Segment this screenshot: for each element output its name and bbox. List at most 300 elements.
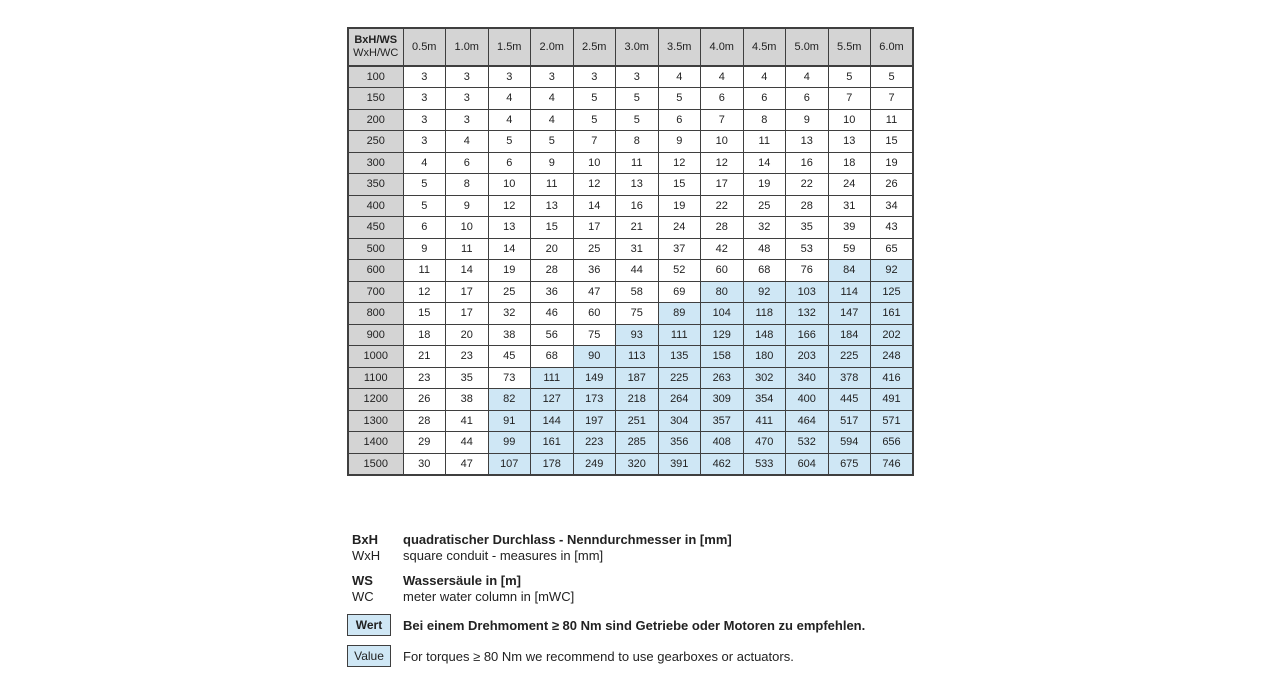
value-cell: 14 <box>573 195 616 217</box>
row-label: 1100 <box>348 367 403 389</box>
value-cell: 111 <box>658 324 701 346</box>
value-cell: 19 <box>658 195 701 217</box>
value-cell: 22 <box>786 174 829 196</box>
legend-description: meter water column in [mWC] <box>403 589 575 604</box>
value-cell: 5 <box>488 131 531 153</box>
value-cell: 304 <box>658 410 701 432</box>
value-cell: 38 <box>488 324 531 346</box>
value-cell: 491 <box>871 389 914 411</box>
column-header: 6.0m <box>871 28 914 66</box>
value-cell: 5 <box>403 174 446 196</box>
value-cell: 17 <box>701 174 744 196</box>
column-header: 3.5m <box>658 28 701 66</box>
value-cell: 34 <box>871 195 914 217</box>
value-cell: 29 <box>403 432 446 454</box>
value-cell: 11 <box>403 260 446 282</box>
value-cell: 43 <box>871 217 914 239</box>
value-cell: 20 <box>531 238 574 260</box>
table-row <box>348 432 913 454</box>
value-cell: 11 <box>871 109 914 131</box>
value-cell: 7 <box>828 88 871 110</box>
value-cell: 76 <box>786 260 829 282</box>
value-cell: 14 <box>446 260 489 282</box>
value-cell: 571 <box>871 410 914 432</box>
value-cell: 4 <box>701 66 744 88</box>
table-row <box>348 389 913 411</box>
value-cell: 26 <box>403 389 446 411</box>
value-cell: 15 <box>871 131 914 153</box>
value-cell: 357 <box>701 410 744 432</box>
value-cell: 5 <box>573 88 616 110</box>
row-label: 1000 <box>348 346 403 368</box>
value-cell: 46 <box>531 303 574 325</box>
value-cell: 411 <box>743 410 786 432</box>
row-label: 200 <box>348 109 403 131</box>
table-row <box>348 66 913 88</box>
row-label: 1200 <box>348 389 403 411</box>
column-header: 4.0m <box>701 28 744 66</box>
value-cell: 445 <box>828 389 871 411</box>
row-label: 500 <box>348 238 403 260</box>
table-row <box>348 238 913 260</box>
legend-abbreviation: BxH <box>352 532 379 547</box>
value-cell: 9 <box>403 238 446 260</box>
row-label: 800 <box>348 303 403 325</box>
abbreviation-legend <box>352 532 732 605</box>
value-cell: 6 <box>403 217 446 239</box>
value-cell: 16 <box>616 195 659 217</box>
value-cell: 340 <box>786 367 829 389</box>
value-cell: 36 <box>531 281 574 303</box>
value-cell: 4 <box>743 66 786 88</box>
value-cell: 17 <box>446 303 489 325</box>
value-cell: 3 <box>446 66 489 88</box>
value-cell: 147 <box>828 303 871 325</box>
value-cell: 320 <box>616 453 659 475</box>
value-cell: 113 <box>616 346 659 368</box>
value-cell: 10 <box>828 109 871 131</box>
value-cell: 31 <box>616 238 659 260</box>
table-row <box>348 346 913 368</box>
value-cell: 28 <box>531 260 574 282</box>
value-cell: 11 <box>616 152 659 174</box>
value-cell: 73 <box>488 367 531 389</box>
table-row <box>348 260 913 282</box>
value-cell: 15 <box>531 217 574 239</box>
table-row <box>348 109 913 131</box>
value-cell: 12 <box>701 152 744 174</box>
value-cell: 6 <box>488 152 531 174</box>
value-cell: 14 <box>743 152 786 174</box>
value-cell: 107 <box>488 453 531 475</box>
row-label: 1300 <box>348 410 403 432</box>
value-cell: 19 <box>488 260 531 282</box>
value-cell: 5 <box>871 66 914 88</box>
highlight-sample-box: Wert <box>347 614 391 636</box>
value-cell: 19 <box>871 152 914 174</box>
value-cell: 135 <box>658 346 701 368</box>
row-label: 150 <box>348 88 403 110</box>
value-cell: 68 <box>743 260 786 282</box>
legend-item <box>352 589 732 605</box>
value-cell: 129 <box>701 324 744 346</box>
torque-notes <box>347 614 865 676</box>
value-cell: 356 <box>658 432 701 454</box>
corner-header-line2: WxH/WC <box>353 47 399 59</box>
value-cell: 44 <box>446 432 489 454</box>
value-cell: 225 <box>658 367 701 389</box>
value-cell: 9 <box>786 109 829 131</box>
value-cell: 5 <box>616 88 659 110</box>
value-cell: 9 <box>658 131 701 153</box>
column-header: 4.5m <box>743 28 786 66</box>
column-header: 2.5m <box>573 28 616 66</box>
value-cell: 173 <box>573 389 616 411</box>
column-header: 1.5m <box>488 28 531 66</box>
row-label: 250 <box>348 131 403 153</box>
value-cell: 23 <box>446 346 489 368</box>
value-cell: 48 <box>743 238 786 260</box>
column-header: 5.5m <box>828 28 871 66</box>
column-header: 0.5m <box>403 28 446 66</box>
value-cell: 4 <box>488 109 531 131</box>
value-cell: 118 <box>743 303 786 325</box>
value-cell: 3 <box>403 131 446 153</box>
value-cell: 22 <box>701 195 744 217</box>
value-cell: 249 <box>573 453 616 475</box>
value-cell: 251 <box>616 410 659 432</box>
value-cell: 8 <box>446 174 489 196</box>
legend-description: Wassersäule in [m] <box>403 573 522 588</box>
value-cell: 400 <box>786 389 829 411</box>
value-cell: 75 <box>573 324 616 346</box>
value-cell: 532 <box>786 432 829 454</box>
value-cell: 5 <box>531 131 574 153</box>
value-cell: 7 <box>701 109 744 131</box>
value-cell: 5 <box>616 109 659 131</box>
value-cell: 13 <box>828 131 871 153</box>
value-cell: 4 <box>446 131 489 153</box>
value-cell: 5 <box>403 195 446 217</box>
value-cell: 248 <box>871 346 914 368</box>
value-cell: 4 <box>658 66 701 88</box>
legend-item <box>352 573 732 589</box>
value-cell: 14 <box>488 238 531 260</box>
value-cell: 161 <box>531 432 574 454</box>
table-header-row <box>348 28 913 66</box>
value-cell: 90 <box>573 346 616 368</box>
value-cell: 3 <box>531 66 574 88</box>
value-cell: 47 <box>446 453 489 475</box>
value-cell: 166 <box>786 324 829 346</box>
legend-abbreviation: WC <box>352 589 374 604</box>
value-cell: 28 <box>701 217 744 239</box>
row-label: 1500 <box>348 453 403 475</box>
table-row <box>348 88 913 110</box>
value-cell: 23 <box>403 367 446 389</box>
value-cell: 125 <box>871 281 914 303</box>
table-row <box>348 303 913 325</box>
legend-abbreviation: WxH <box>352 548 381 563</box>
row-label: 900 <box>348 324 403 346</box>
legend-item <box>352 548 732 564</box>
value-cell: 3 <box>488 66 531 88</box>
value-cell: 24 <box>658 217 701 239</box>
value-cell: 144 <box>531 410 574 432</box>
value-cell: 16 <box>786 152 829 174</box>
value-cell: 24 <box>828 174 871 196</box>
value-cell: 178 <box>531 453 574 475</box>
value-cell: 263 <box>701 367 744 389</box>
value-cell: 25 <box>488 281 531 303</box>
value-cell: 13 <box>531 195 574 217</box>
row-label: 600 <box>348 260 403 282</box>
value-cell: 5 <box>658 88 701 110</box>
value-cell: 21 <box>403 346 446 368</box>
value-cell: 3 <box>446 88 489 110</box>
value-cell: 20 <box>446 324 489 346</box>
value-cell: 6 <box>658 109 701 131</box>
legend-description: square conduit - measures in [mm] <box>403 548 604 563</box>
value-cell: 470 <box>743 432 786 454</box>
value-cell: 11 <box>531 174 574 196</box>
value-cell: 45 <box>488 346 531 368</box>
value-cell: 378 <box>828 367 871 389</box>
value-cell: 225 <box>828 346 871 368</box>
value-cell: 13 <box>488 217 531 239</box>
table-row <box>348 281 913 303</box>
value-cell: 223 <box>573 432 616 454</box>
value-cell: 41 <box>446 410 489 432</box>
torque-note <box>347 614 865 636</box>
table-row <box>348 217 913 239</box>
value-cell: 7 <box>573 131 616 153</box>
value-cell: 127 <box>531 389 574 411</box>
value-cell: 11 <box>743 131 786 153</box>
row-label: 700 <box>348 281 403 303</box>
value-cell: 92 <box>743 281 786 303</box>
note-text: For torques ≥ 80 Nm we recommend to use gearboxes or actuators. <box>403 648 794 664</box>
table-body <box>348 66 913 475</box>
table-row <box>348 131 913 153</box>
value-cell: 285 <box>616 432 659 454</box>
value-cell: 12 <box>488 195 531 217</box>
value-cell: 47 <box>573 281 616 303</box>
value-cell: 13 <box>616 174 659 196</box>
value-cell: 38 <box>446 389 489 411</box>
row-label: 350 <box>348 174 403 196</box>
value-cell: 148 <box>743 324 786 346</box>
value-cell: 31 <box>828 195 871 217</box>
value-cell: 60 <box>701 260 744 282</box>
value-cell: 6 <box>446 152 489 174</box>
value-cell: 197 <box>573 410 616 432</box>
value-cell: 25 <box>743 195 786 217</box>
value-cell: 89 <box>658 303 701 325</box>
value-cell: 52 <box>658 260 701 282</box>
value-cell: 65 <box>871 238 914 260</box>
table-row <box>348 324 913 346</box>
value-cell: 32 <box>743 217 786 239</box>
value-cell: 30 <box>403 453 446 475</box>
note-text: Bei einem Drehmoment ≥ 80 Nm sind Getriebe oder Motoren zu empfehlen. <box>403 617 866 633</box>
value-cell: 4 <box>488 88 531 110</box>
value-cell: 3 <box>573 66 616 88</box>
value-cell: 203 <box>786 346 829 368</box>
table-row <box>348 367 913 389</box>
value-cell: 92 <box>871 260 914 282</box>
value-cell: 354 <box>743 389 786 411</box>
value-cell: 58 <box>616 281 659 303</box>
row-label: 400 <box>348 195 403 217</box>
highlight-sample-box: Value <box>347 645 391 667</box>
value-cell: 56 <box>531 324 574 346</box>
value-cell: 10 <box>573 152 616 174</box>
table-row <box>348 152 913 174</box>
table-row <box>348 453 913 475</box>
value-cell: 18 <box>828 152 871 174</box>
value-cell: 11 <box>446 238 489 260</box>
value-cell: 3 <box>616 66 659 88</box>
value-cell: 462 <box>701 453 744 475</box>
value-cell: 202 <box>871 324 914 346</box>
value-cell: 10 <box>446 217 489 239</box>
value-cell: 36 <box>573 260 616 282</box>
value-cell: 103 <box>786 281 829 303</box>
torque-table <box>347 27 914 476</box>
legend-abbreviation: WS <box>352 573 373 588</box>
value-cell: 28 <box>403 410 446 432</box>
value-cell: 187 <box>616 367 659 389</box>
value-cell: 68 <box>531 346 574 368</box>
value-cell: 6 <box>743 88 786 110</box>
value-cell: 12 <box>403 281 446 303</box>
value-cell: 408 <box>701 432 744 454</box>
row-label: 100 <box>348 66 403 88</box>
value-cell: 302 <box>743 367 786 389</box>
legend-item <box>352 532 732 548</box>
table-row <box>348 195 913 217</box>
value-cell: 746 <box>871 453 914 475</box>
value-cell: 39 <box>828 217 871 239</box>
value-cell: 594 <box>828 432 871 454</box>
column-header: 1.0m <box>446 28 489 66</box>
value-cell: 21 <box>616 217 659 239</box>
value-cell: 114 <box>828 281 871 303</box>
value-cell: 416 <box>871 367 914 389</box>
value-cell: 84 <box>828 260 871 282</box>
value-cell: 59 <box>828 238 871 260</box>
value-cell: 26 <box>871 174 914 196</box>
value-cell: 9 <box>531 152 574 174</box>
value-cell: 93 <box>616 324 659 346</box>
value-cell: 158 <box>701 346 744 368</box>
table-row <box>348 174 913 196</box>
value-cell: 218 <box>616 389 659 411</box>
value-cell: 10 <box>488 174 531 196</box>
value-cell: 656 <box>871 432 914 454</box>
value-cell: 5 <box>573 109 616 131</box>
value-cell: 3 <box>403 66 446 88</box>
value-cell: 25 <box>573 238 616 260</box>
value-cell: 35 <box>786 217 829 239</box>
value-cell: 42 <box>701 238 744 260</box>
row-label: 450 <box>348 217 403 239</box>
value-cell: 35 <box>446 367 489 389</box>
corner-header <box>348 28 403 66</box>
value-cell: 104 <box>701 303 744 325</box>
value-cell: 37 <box>658 238 701 260</box>
value-cell: 13 <box>786 131 829 153</box>
value-cell: 44 <box>616 260 659 282</box>
value-cell: 161 <box>871 303 914 325</box>
value-cell: 180 <box>743 346 786 368</box>
value-cell: 17 <box>446 281 489 303</box>
value-cell: 75 <box>616 303 659 325</box>
value-cell: 6 <box>701 88 744 110</box>
value-cell: 99 <box>488 432 531 454</box>
value-cell: 18 <box>403 324 446 346</box>
column-header: 2.0m <box>531 28 574 66</box>
value-cell: 6 <box>786 88 829 110</box>
value-cell: 82 <box>488 389 531 411</box>
value-cell: 132 <box>786 303 829 325</box>
value-cell: 675 <box>828 453 871 475</box>
value-cell: 7 <box>871 88 914 110</box>
value-cell: 91 <box>488 410 531 432</box>
value-cell: 464 <box>786 410 829 432</box>
value-cell: 4 <box>403 152 446 174</box>
value-cell: 3 <box>446 109 489 131</box>
value-cell: 28 <box>786 195 829 217</box>
value-cell: 264 <box>658 389 701 411</box>
column-header: 3.0m <box>616 28 659 66</box>
value-cell: 4 <box>531 109 574 131</box>
value-cell: 53 <box>786 238 829 260</box>
value-cell: 9 <box>446 195 489 217</box>
value-cell: 4 <box>786 66 829 88</box>
value-cell: 19 <box>743 174 786 196</box>
value-cell: 517 <box>828 410 871 432</box>
value-cell: 4 <box>531 88 574 110</box>
value-cell: 8 <box>616 131 659 153</box>
table-row <box>348 410 913 432</box>
value-cell: 8 <box>743 109 786 131</box>
value-cell: 17 <box>573 217 616 239</box>
value-cell: 604 <box>786 453 829 475</box>
value-cell: 111 <box>531 367 574 389</box>
value-cell: 149 <box>573 367 616 389</box>
value-cell: 533 <box>743 453 786 475</box>
row-label: 1400 <box>348 432 403 454</box>
value-cell: 15 <box>403 303 446 325</box>
value-cell: 32 <box>488 303 531 325</box>
value-cell: 3 <box>403 88 446 110</box>
legend-description: quadratischer Durchlass - Nenndurchmesser in [mm] <box>403 532 732 547</box>
row-label: 300 <box>348 152 403 174</box>
value-cell: 391 <box>658 453 701 475</box>
torque-note <box>347 645 865 667</box>
value-cell: 12 <box>658 152 701 174</box>
value-cell: 15 <box>658 174 701 196</box>
column-header: 5.0m <box>786 28 829 66</box>
value-cell: 69 <box>658 281 701 303</box>
value-cell: 60 <box>573 303 616 325</box>
value-cell: 309 <box>701 389 744 411</box>
value-cell: 12 <box>573 174 616 196</box>
corner-header-line1: BxH/WS <box>354 34 398 46</box>
value-cell: 80 <box>701 281 744 303</box>
